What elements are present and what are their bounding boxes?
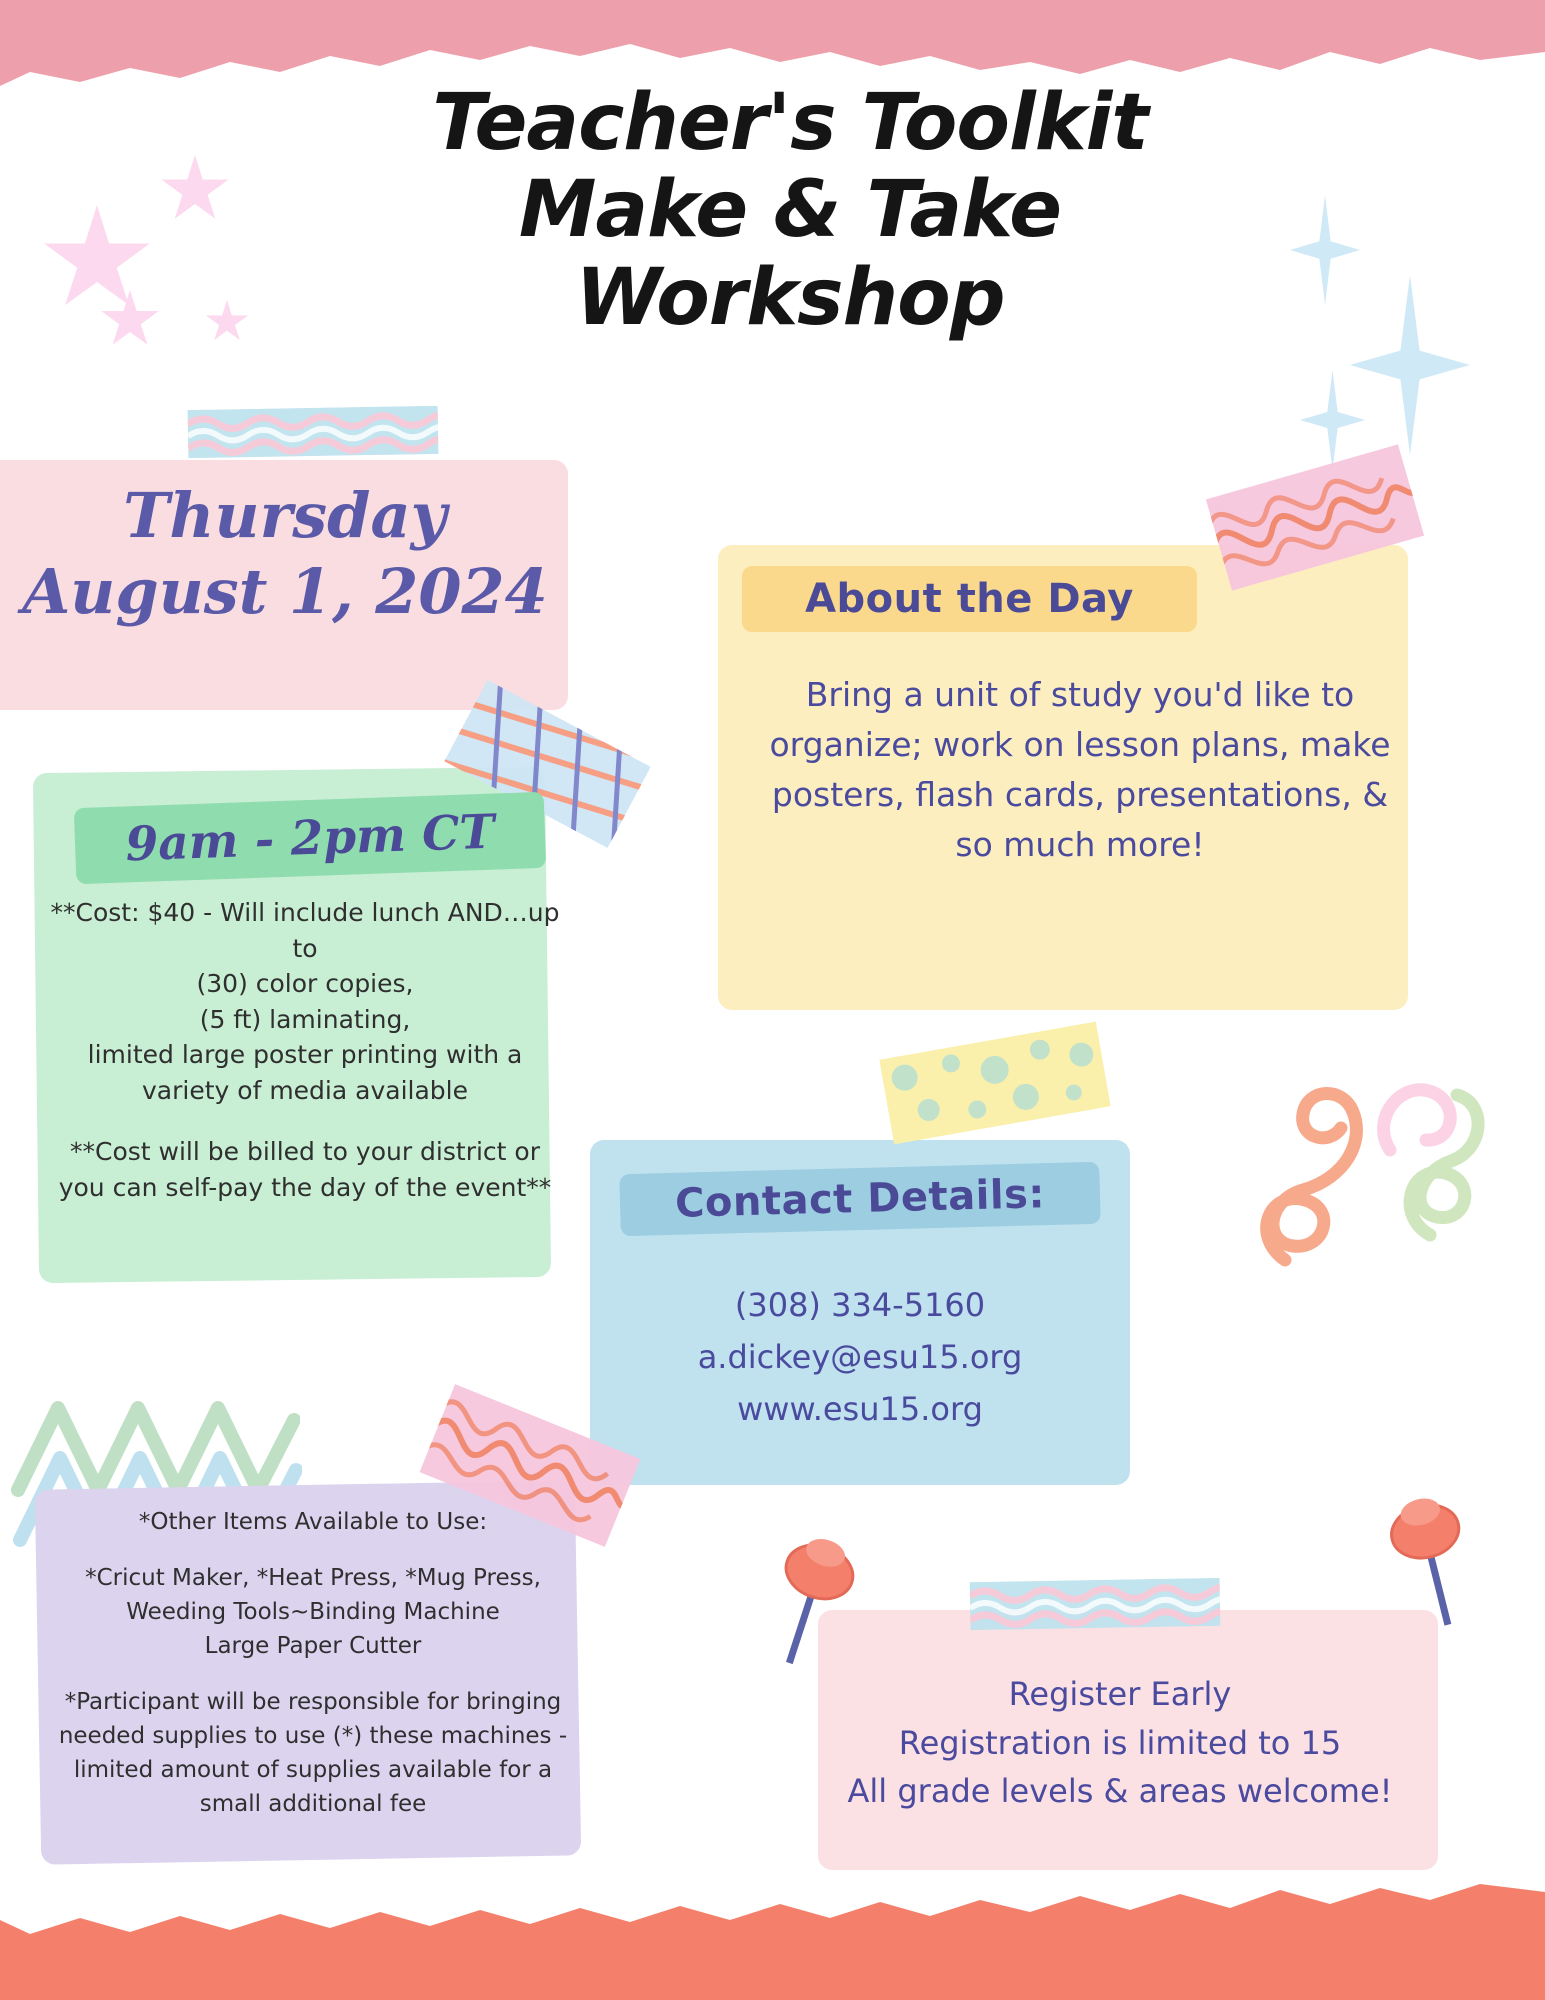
date-line-full: August 1, 2024 <box>22 554 548 628</box>
title-line-2: Make & Take <box>518 165 1062 256</box>
star-icon <box>100 290 160 350</box>
register-line-2: Registration is limited to 15 <box>898 1723 1342 1762</box>
event-date <box>0 478 570 629</box>
sparkle-icon <box>1350 275 1470 455</box>
other-line-3: Weeding Tools~Binding Machine <box>126 1599 500 1626</box>
contact-email[interactable]: a.dickey@esu15.org <box>697 1337 1023 1376</box>
cost-line-2: (30) color copies, <box>196 969 414 998</box>
register-body <box>820 1670 1420 1816</box>
register-line-3: All grade levels & areas welcome! <box>847 1772 1393 1811</box>
contact-details-body <box>620 1280 1100 1435</box>
poster-title <box>290 80 1290 342</box>
sparkle-icon <box>1300 370 1365 470</box>
push-pin-icon <box>1385 1485 1475 1635</box>
sparkle-icon <box>1290 195 1360 305</box>
star-icon <box>205 300 249 344</box>
contact-heading-label: Contact Details: <box>674 1171 1046 1227</box>
star-icon <box>160 155 230 225</box>
squiggle-doodle-icon <box>1370 1060 1490 1180</box>
contact-heading-pill <box>619 1162 1100 1237</box>
star-icon <box>42 205 152 315</box>
other-line-5: *Participant will be responsible for bringing needed supplies to use (*) these machines - limited amount of supplies available for a small additional fee <box>58 1689 568 1818</box>
other-line-4: Large Paper Cutter <box>204 1633 422 1660</box>
cost-line-4: limited large poster printing with a variety of media available <box>87 1040 523 1105</box>
other-items-body <box>48 1505 578 1821</box>
date-line-weekday: Thursday <box>123 479 447 552</box>
contact-phone[interactable]: (308) 334-5160 <box>734 1286 986 1324</box>
cost-line-1: **Cost: $40 - Will include lunch AND…up to <box>50 898 560 963</box>
contact-website[interactable]: www.esu15.org <box>737 1389 983 1428</box>
washi-tape-wave <box>970 1578 1221 1630</box>
time-heading-label: 9am - 2pm CT <box>124 804 496 872</box>
about-heading-label: About the Day <box>805 576 1134 622</box>
other-line-2: *Cricut Maker, *Heat Press, *Mug Press, <box>85 1565 541 1592</box>
washi-tape-wave <box>188 406 439 458</box>
title-line-1: Teacher's Toolkit <box>432 78 1148 168</box>
register-line-1: Register Early <box>1008 1675 1232 1713</box>
squiggle-doodle-icon <box>1375 1055 1515 1245</box>
about-heading-pill <box>742 566 1197 632</box>
other-line-1: *Other Items Available to Use: <box>138 1509 488 1535</box>
cost-line-3: (5 ft) laminating, <box>199 1004 411 1034</box>
squiggle-doodle-icon <box>1245 1050 1445 1280</box>
cost-line-5: **Cost will be billed to your district or you can self-pay the day of the event** <box>58 1137 552 1202</box>
push-pin-icon <box>768 1525 858 1675</box>
about-the-day-body: Bring a unit of study you'd like to organize; work on lesson plans, make posters, flash cards, presentations, & so much more! <box>769 675 1391 865</box>
time-cost-body <box>50 895 560 1205</box>
title-line-3: Workshop <box>575 252 1005 343</box>
washi-tape-dots <box>879 1022 1111 1145</box>
